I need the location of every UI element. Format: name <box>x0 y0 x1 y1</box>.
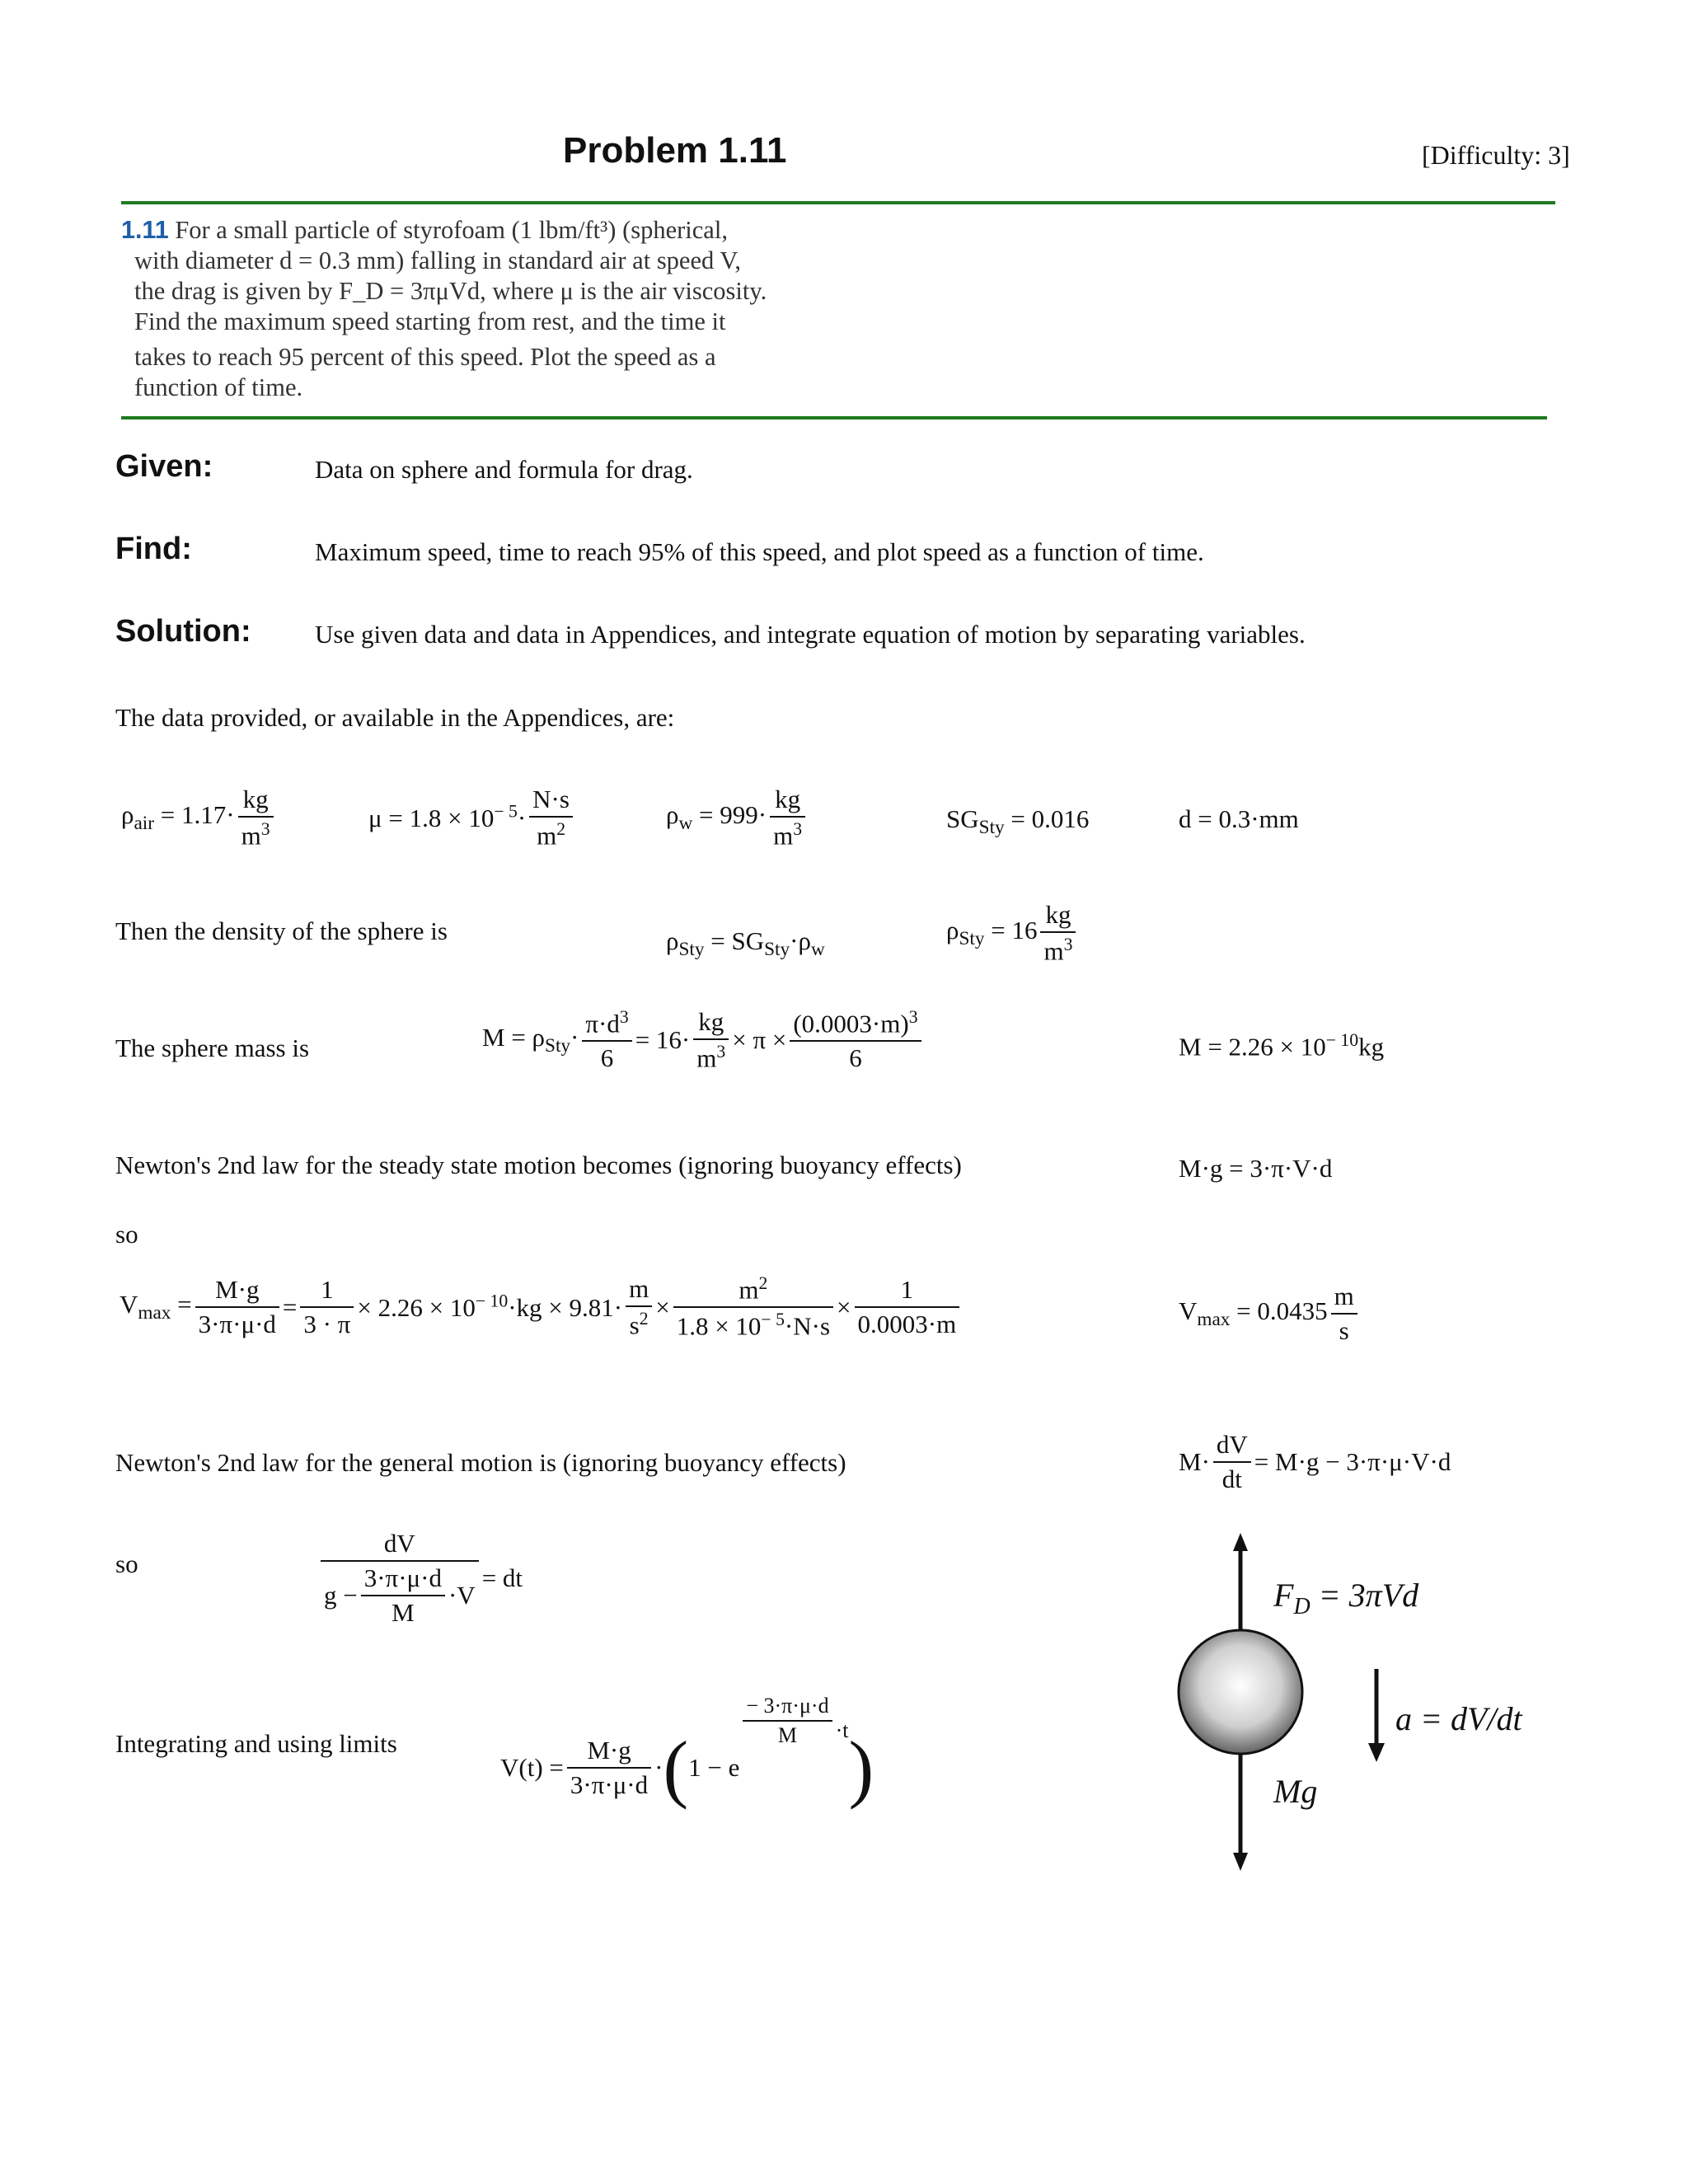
newton-steady-text: Newton's 2nd law for the steady state motion becomes (ignoring buoyancy effects) <box>115 1151 962 1179</box>
diameter-equation: d = 0.3·mm <box>1179 804 1299 833</box>
problem-statement <box>121 215 805 403</box>
rho-w-value: 999 <box>720 800 758 830</box>
weight-label: Mg <box>1273 1773 1318 1810</box>
acceleration-arrowhead <box>1368 1743 1385 1762</box>
mass-exponent: − 10 <box>1325 1030 1359 1050</box>
density-value: 16 <box>1011 916 1038 945</box>
problem-line: For a small particle of styrofoam (1 lbm/ft³) (spherical, <box>175 216 728 244</box>
page-title: Problem 1.11 <box>563 130 787 171</box>
mass-formula: $M = \rho_{Sty}\cdot$ $\frac{\pi\cdot d^3}{6}$ = 16· $\frac{kg}{m^3}$ × π × $\frac{(0.0003\cdot m)^3}{6}$ <box>482 1007 925 1073</box>
diameter-value: 0.3·mm <box>1218 804 1299 833</box>
top-rule <box>121 201 1555 204</box>
separated-equation: dV g − $\frac{3\cdot\pi\cdot\mu\cdot d}{M}$ ·V = dt <box>317 1529 523 1628</box>
data-intro: The data provided, or available in the Appendices, are: <box>115 703 675 732</box>
sg-value: 0.016 <box>1031 804 1090 833</box>
steady-equation: M·g = 3·π·V·d <box>1179 1154 1333 1183</box>
given-label: Given: <box>115 449 213 484</box>
general-equation: M· $\frac{dV}{dt}$ = M·g − 3·π·μ·V·d <box>1179 1430 1451 1493</box>
velocity-solution: V(t) = $\frac{M\cdot g}{3\cdot\pi\cdot\mu\cdot d}$ ·(1 − e $\frac{- 3\cdot\pi\cdot\mu\cdot d}{M}$ $^{\cdot t}$) <box>500 1694 874 1810</box>
find-label: Find: <box>115 532 192 566</box>
bottom-rule <box>121 416 1547 419</box>
mass-value: 2.26 × 10 <box>1228 1032 1326 1062</box>
rho-air-equation: $\rho_{air} = 1.17\cdot$ $\frac{kg}{m^3}$ <box>121 785 277 851</box>
vmax-result: $V_{max} = 0.0435$ $\frac{m}{s}$ <box>1179 1282 1361 1346</box>
so-text-1: so <box>115 1220 138 1249</box>
vmax-value: 0.0435 <box>1257 1296 1328 1325</box>
mu-exponent: − 5 <box>494 802 518 822</box>
problem-line: with diameter d = 0.3 mm) falling in standard air at speed V, <box>134 246 742 274</box>
problem-line: the drag is given by F_D = 3πμVd, where μ is the air viscosity. <box>134 277 767 305</box>
mass-result: $M = 2.26 \times 10^{- 10}kg$ <box>1179 1030 1385 1062</box>
solution-label: Solution: <box>115 614 251 649</box>
problem-number: 1.11 <box>121 216 169 244</box>
problem-line: Find the maximum speed starting from rest, and the time it <box>134 307 726 335</box>
weight-arrowhead <box>1233 1853 1248 1871</box>
solution-text: Use given data and data in Appendices, and integrate equation of motion by separating variables. <box>315 620 1306 649</box>
drag-arrowhead <box>1233 1533 1248 1551</box>
rho-w-equation: $\rho_w = 999\cdot$ $\frac{kg}{m^3}$ <box>666 785 809 851</box>
find-text: Maximum speed, time to reach 95% of this speed, and plot speed as a function of time. <box>315 537 1204 566</box>
drag-force-label: $F_D = 3\pi Vd$ <box>1273 1577 1419 1619</box>
newton-general-text: Newton's 2nd law for the general motion is (ignoring buoyancy effects) <box>115 1448 846 1477</box>
so-text-2: so <box>115 1549 138 1578</box>
problem-line: takes to reach 95 percent of this speed. Plot the speed as a <box>134 343 716 371</box>
density-formula: $\rho_{Sty} = SG_{Sty}\cdot\rho_w$ <box>666 926 825 961</box>
sphere <box>1179 1630 1302 1754</box>
density-result: $\rho_{Sty} = 16$ $\frac{kg}{m^3}$ <box>946 900 1079 966</box>
sg-equation: $SG_{Sty} = 0.016$ <box>946 804 1090 839</box>
rho-air-value: 1.17 <box>181 800 227 830</box>
density-intro: Then the density of the sphere is <box>115 916 448 945</box>
given-text: Data on sphere and formula for drag. <box>315 455 693 484</box>
acceleration-label: a = dV/dt <box>1395 1700 1522 1737</box>
mu-equation: $\mu = 1.8 \times 10^{- 5}\cdot$ $\frac{N\cdot s}{m^2}$ <box>368 785 576 851</box>
difficulty-label: [Difficulty: 3] <box>1422 140 1570 170</box>
mass-intro: The sphere mass is <box>115 1033 310 1062</box>
vmax-formula: $V_{max}$ = $\frac{M\cdot g}{3\cdot\pi\cdot\mu\cdot d}$ = $\frac{1}{3 \cdot \pi}$ × $2.26 \times 10^{- 10}\cdot kg \times 9.81\cdot$ $\frac{m}{s^2}$ × $\frac{m^2}{1.8 \times 10^{- 5}\cdot N\cdot s}$ × $\frac{1}{0.0003\cdot m}$ <box>120 1273 963 1342</box>
integrating-text: Integrating and using limits <box>115 1729 397 1758</box>
mu-value: 1.8 × 10 <box>409 804 495 833</box>
problem-line: function of time. <box>134 373 303 401</box>
